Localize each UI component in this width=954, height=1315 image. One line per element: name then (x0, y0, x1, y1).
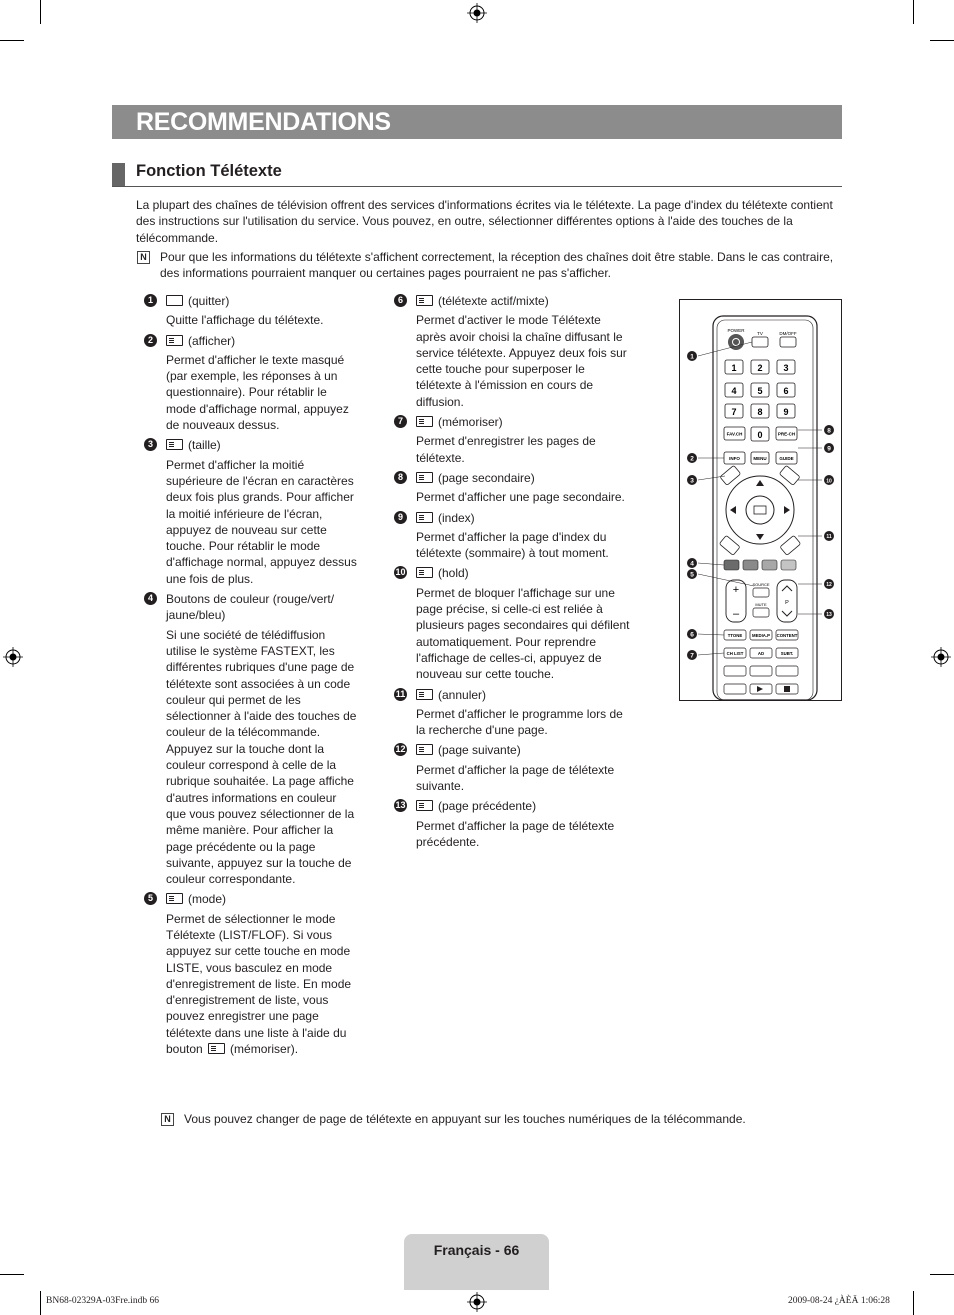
fast-forward-button[interactable] (776, 666, 798, 676)
callout-label: 6 (690, 631, 694, 639)
item-description: Permet d'afficher la moitié supérieure de l'écran en caractères deux fois plus grands. Pour afficher la moitié inférieure de l'écran, appuyez de nouveau sur cette touche. Pour rétablir le mode d'affichage normal, appuyez dessus une fois de plus. (166, 457, 357, 586)
timestamp-slug: 2009-08-24 ¿ÀÈÄ 1:06:28 (788, 1296, 890, 1306)
callout-label: 1 (690, 353, 694, 361)
item-title: (page secondaire) (416, 470, 632, 486)
source-label: SOURCE (752, 582, 770, 587)
item-number: 11 (395, 688, 406, 699)
item-title: (index) (416, 510, 632, 526)
remote-illustration-frame (679, 299, 842, 701)
page-up-key-icon (416, 744, 433, 755)
dmoff-button[interactable] (780, 337, 796, 347)
item-description: Quitte l'affichage du télétexte. (166, 313, 324, 328)
svg-text:–: – (732, 608, 740, 620)
callout-label: 2 (690, 455, 694, 463)
item-number: 6 (394, 294, 407, 307)
ch-list-label: CH LIST (726, 651, 744, 656)
digit-label: 0 (757, 430, 763, 440)
item-number: 2 (144, 334, 157, 347)
item-description: Permet d'afficher une page secondaire. (416, 490, 625, 505)
item-description: Permet d'afficher la page de télétexte précédente. (416, 818, 615, 849)
item-number: 3 (144, 438, 157, 451)
subt-label: SUBT. (780, 651, 794, 656)
section-title: Fonction Télétexte (136, 162, 282, 180)
mute-label: MUTE (755, 602, 767, 607)
item-title: (afficher) (166, 333, 358, 349)
bottom-note-text: Vous pouvez changer de page de télétexte en appuyant sur les touches numériques de la télécommande. (184, 1112, 746, 1126)
item-description: Si une société de télédiffusion utilise le système FASTEXT, les différentes rubriques d'une page de télétexte sont associées à un code couleur qui permet de les sélectionner à l'aide des touches de couleur de la télécommande. Appuyez sur la touche dont la couleur correspond à celle de la rubrique souhaitée. La page affiche d'autres informations en couleur que vous pouvez sélectionner de la même manière. Pour afficher la page précédente ou la page suivante, appuyez sur la touche de couleur correspondante. (166, 627, 357, 887)
exit-key-icon (166, 295, 183, 306)
item-title: (taille) (166, 437, 358, 453)
ad-label: AD (757, 651, 765, 656)
source-button[interactable] (753, 588, 769, 597)
registration-mark-icon (467, 1292, 487, 1312)
store-key-icon (416, 416, 433, 427)
item-number: 5 (144, 892, 157, 905)
digit-label: 3 (783, 363, 789, 373)
item-title: Boutons de couleur (rouge/vert/ jaune/bleu) (166, 592, 335, 623)
list-item (147, 591, 358, 887)
item-number: 9 (394, 511, 407, 524)
item-number: 8 (394, 471, 407, 484)
reveal-key-icon (166, 335, 183, 346)
note-text: Pour que les informations du télétexte s'affichent correctement, la réception des chaînes doit être stable. Dans le cas contraire, des informations pourraient manquer ou certaines pages pourraient ne pas s'afficher. (160, 250, 834, 281)
crop-mark (40, 0, 41, 24)
size-key-icon (166, 439, 183, 450)
crop-mark (0, 40, 24, 41)
item-number: 12 (395, 744, 406, 755)
list-item (395, 742, 632, 794)
rewind-button[interactable] (724, 666, 746, 676)
store-key-icon (208, 1043, 225, 1054)
page-number-tab (404, 1234, 549, 1290)
intro-paragraph: La plupart des chaînes de télévision offrent des services d'informations écrites via le télétexte. La page d'index du télétexte contient des instructions sur l'utilisation du service. Vous pouvez, en outre, sélectionner différentes options à l'aide des touches de la télécommande. (136, 198, 833, 245)
p-label: P (785, 600, 789, 606)
list-item (147, 437, 358, 587)
item-number: 4 (144, 592, 157, 605)
mode-key-icon (166, 893, 183, 904)
crop-mark (930, 1274, 954, 1275)
content-label: CONTENT (776, 633, 798, 638)
callout-label: 9 (827, 445, 831, 453)
item-description: Permet d'activer le mode Télétexte après avoir choisi la chaîne diffusant le service télétexte. Appuyez deux fois sur cette touche pour superposer le télétexte à l'émission en cours de diffusion. (416, 313, 627, 409)
ttone-label: TTONE (727, 633, 743, 638)
item-description: Permet de sélectionner le mode Télétexte (LIST/FLOF). Si vous appuyez sur cette touche en mode LISTE, vous basculez en mode d'enregistrement de liste. En mode d'enregistrement de liste, vous pouvez enregistrer une page télétexte dans une liste à l'aide du bouton (mémoriser). (166, 911, 352, 1057)
digit-label: 6 (783, 386, 789, 396)
middle-column (395, 293, 632, 854)
item-number: 7 (394, 415, 407, 428)
hold-key-icon (416, 567, 433, 578)
info-label: INFO (729, 456, 740, 461)
chapter-title: RECOMMENDATIONS (136, 108, 391, 136)
item-description: Permet d'afficher le texte masqué (par exemple, les réponses à un questionnaire). Pour rétablir le mode d'affichage normal, appuyez de nouveaux dessus. (166, 352, 349, 433)
tv-label: TV (757, 331, 763, 336)
callout-label: 5 (690, 571, 694, 579)
callout-label: 3 (690, 477, 694, 485)
item-title: (hold) (416, 565, 632, 581)
cancel-key-icon (416, 689, 433, 700)
crop-mark (913, 1291, 914, 1315)
tv-button[interactable] (752, 337, 768, 347)
yellow-key[interactable] (762, 560, 777, 570)
pre-ch-label: PRE-CH (777, 431, 796, 437)
remote-control-illustration (680, 300, 841, 700)
item-number: 13 (395, 800, 406, 811)
item-number: 1 (144, 294, 157, 307)
digit-label: 5 (757, 386, 763, 396)
item-title: (page suivante) (416, 742, 632, 758)
section-marker (112, 163, 125, 186)
chapter-header (112, 105, 842, 139)
list-item (395, 565, 632, 682)
red-key[interactable] (724, 560, 739, 570)
power-label: POWER (727, 328, 745, 333)
note-icon: N (137, 251, 150, 264)
callout-label: 7 (690, 652, 694, 660)
guide-label: GUIDE (779, 456, 794, 461)
callout-label: 11 (826, 534, 832, 540)
digit-label: 1 (731, 363, 737, 373)
svg-text:+: + (732, 584, 740, 596)
media-p-label: MEDIA.P (752, 633, 770, 638)
item-title: (télétexte actif/mixte) (416, 293, 632, 309)
crop-mark (40, 1291, 41, 1315)
digit-label: 4 (731, 386, 737, 396)
list-item (147, 891, 358, 1057)
item-title: (page précédente) (416, 798, 632, 814)
list-item (397, 293, 632, 410)
digit-label: 2 (757, 363, 763, 373)
list-item (397, 510, 632, 562)
item-number: 10 (395, 567, 406, 578)
item-description: Permet d'afficher le programme lors de la recherche d'une page. (416, 706, 623, 738)
enter-button[interactable] (746, 496, 774, 524)
mute-button[interactable] (753, 608, 769, 617)
digit-label: 7 (731, 407, 737, 417)
list-item (395, 798, 632, 850)
note-icon: N (161, 1113, 174, 1126)
record-button[interactable] (724, 684, 746, 694)
digit-label: 9 (783, 407, 789, 417)
subpage-key-icon (416, 472, 433, 483)
page-number-label: Français - 66 (433, 1242, 520, 1258)
index-key-icon (416, 512, 433, 523)
file-slug: BN68-02329A-03Fre.indb 66 (46, 1296, 159, 1306)
callout-label: 10 (826, 478, 832, 485)
list-item (397, 414, 632, 466)
dmoff-label: DM/OFF (779, 331, 797, 336)
item-title: (mémoriser) (416, 414, 632, 430)
item-title: (mode) (166, 891, 358, 907)
item-title: (annuler) (416, 687, 632, 703)
item-description: Permet de bloquer l'affichage sur une page précise, si celle-ci est reliée à plusieurs pages secondaires qui défilent automatiquement. Pour reprendre l'affichage de celles-ci, appuyez de nouveau sur cette touche. (416, 585, 630, 682)
pause-button[interactable] (750, 666, 772, 676)
item-description: Permet d'enregistrer les pages de télétexte. (416, 434, 596, 465)
green-key[interactable] (743, 560, 758, 570)
list-item (397, 470, 632, 506)
registration-mark-icon (931, 647, 951, 667)
digit-label: 8 (757, 407, 763, 417)
left-column (147, 293, 358, 1061)
registration-mark-icon (3, 647, 23, 667)
list-item (147, 293, 358, 329)
callout-label: 8 (827, 427, 831, 435)
list-item (395, 687, 632, 739)
item-description: Permet d'afficher la page d'index du télétexte (sommaire) à tout moment. (416, 529, 609, 561)
teletext-key-icon (416, 295, 433, 306)
section-divider (112, 186, 842, 187)
callout-label: 4 (690, 560, 694, 568)
callout-label: 13 (826, 612, 832, 618)
callout-label: 12 (826, 582, 832, 588)
fav-ch-label: FAV.CH (726, 431, 743, 437)
registration-mark-icon (467, 3, 487, 23)
item-description: Permet d'afficher la page de télétexte suivante. (416, 762, 615, 794)
page-down-key-icon (416, 800, 433, 811)
menu-label: MENU (753, 456, 767, 461)
crop-mark (930, 40, 954, 41)
crop-mark (0, 1274, 24, 1275)
crop-mark (913, 0, 914, 24)
list-item (147, 333, 358, 434)
blue-key[interactable] (781, 560, 796, 570)
item-title: (quitter) (166, 293, 358, 309)
